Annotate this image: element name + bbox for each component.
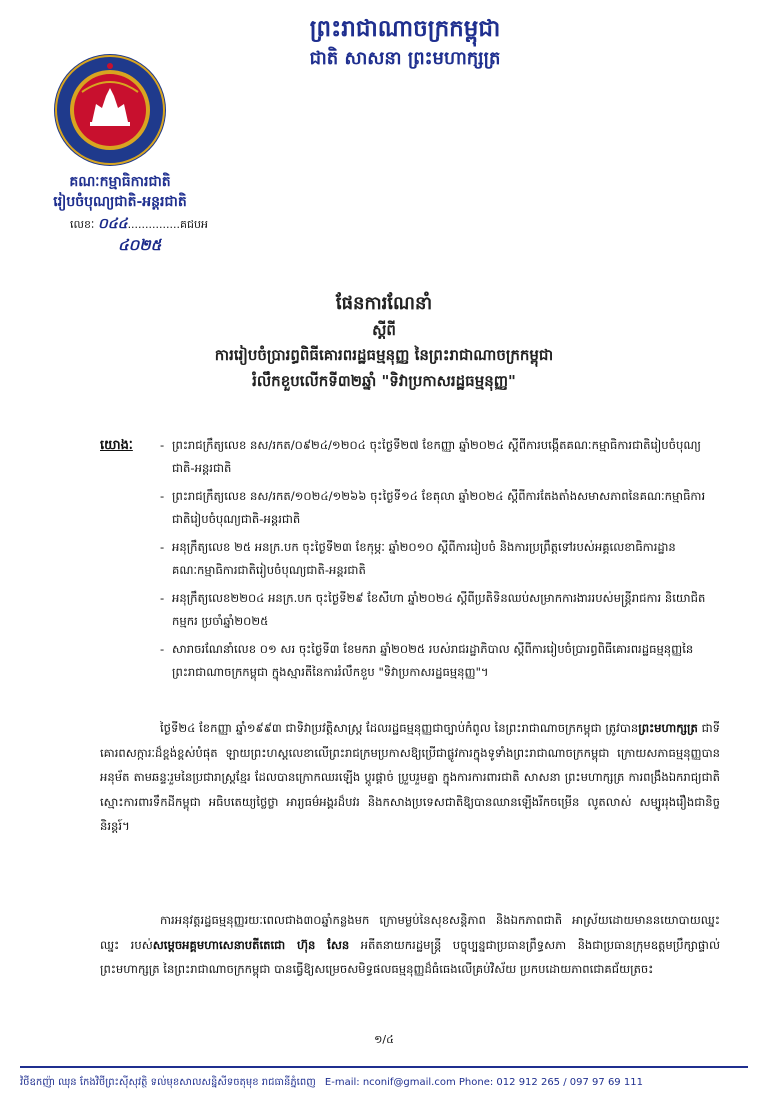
footer — [20, 1075, 748, 1090]
reference-item: - អនុក្រឹត្យលេខ ២៥ អនក្រ.បក ចុះថ្ងៃទី២៣ ខែកុម្ភៈ ឆ្នាំ២០១០ ស្តីពីការរៀបចំ និងការប្រព្រឹត្តទៅរបស់អគ្គលេខាធិការដ្ឋាន គណៈកម្មាធិការជាតិរៀបចំបុណ្យជាតិ-អន្តរជាតិ — [160, 536, 720, 582]
reference-item: - សារាចរណែនាំលេខ ០១ សរ ចុះថ្ងៃទី៣ ខែមករា ឆ្នាំ២០២៥ របស់រាជរដ្ឋាភិបាល ស្តីពីការរៀបចំប្រារព្ធពិធីគោរពរដ្ឋធម្មនុញ្ញនៃព្រះរាជាណាចក្រកម្ពុជា ក្នុងស្មារតីនៃការរំលឹកខួប "ទិវាប្រកាសរដ្ឋធម្មនុញ្ញ"។ — [160, 638, 720, 684]
national-motto: ជាតិ សាសនា ព្រះមហាក្សត្រ — [309, 48, 501, 69]
document-subject-line-2: រំលឹកខួបលើកទី៣២ឆ្នាំ "ទិវាប្រកាសរដ្ឋធម្មនុញ្ញ" — [252, 372, 516, 390]
body-paragraph-2: ការអនុវត្តរដ្ឋធម្មនុញ្ញរយៈពេលជាង៣០ឆ្នាំកន្លងមក ក្រោមម្លប់នៃសុខសន្តិភាព និងឯកភាពជាតិ អាស្រ័យដោយមាននយោបាយឈ្នះ ឈ្នះ របស់សម្តេចអគ្គមហាសេនាបតីតេជោ ហ៊ុន សែន អតីតនាយករដ្ឋមន្ត្រី បច្ចុប្បន្នជាប្រធានព្រឹទ្ធសភា និងជាប្រធានក្រុមឧត្តមប្រឹក្សាផ្ទាល់ព្រះមហាក្សត្រ នៃព្រះរាជាណាចក្រកម្ពុជា បានធ្វើឱ្យសម្រេចសមិទ្ធផលធម្មនុញ្ញដ៏ធំធេងលើគ្រប់វិស័យ ប្រកបដោយភាពជោគជ័យត្រចះ — [100, 913, 720, 976]
document-title-block — [100, 290, 668, 394]
organization-name — [30, 172, 210, 212]
org-line-2: រៀបចំបុណ្យជាតិ-អន្តរជាតិ — [53, 194, 187, 210]
reference-number — [70, 214, 208, 235]
org-line-1: គណៈកម្មាធិការជាតិ — [69, 174, 171, 190]
reference-item: - អនុក្រឹត្យលេខ២២០៤ អនក្រ.បក ចុះថ្ងៃទី២៩ ខែសីហា ឆ្នាំ២០២៤ ស្តីពីប្រតិទិនឈប់សម្រាកការងាររបស់មន្ត្រីរាជការ និយោជិត កម្មករ ប្រចាំឆ្នាំ២០២៥ — [160, 587, 720, 633]
emphasis-king: ព្រះមហាក្សត្រ — [638, 721, 698, 735]
emphasis-senate-president: សម្តេចអគ្គមហាសេនាបតីតេជោ ហ៊ុន សែន — [152, 937, 350, 952]
reference-item: - ព្រះរាជក្រឹត្យលេខ នស/រកត/១០២៤/១២៦៦ ចុះថ្ងៃទី១៤ ខែតុលា ឆ្នាំ២០២៤ ស្តីពីការតែងតាំងសមាសភាពនៃគណៈកម្មាធិការជាតិរៀបចំបុណ្យជាតិ-អន្តរជាតិ — [160, 485, 720, 531]
body-paragraph-1: ថ្ងៃទី២៤ ខែកញ្ញា ឆ្នាំ១៩៩៣ ជាទិវាប្រវត្តិសាស្ត្រ ដែលរដ្ឋធម្មនុញ្ញជាច្បាប់កំពូល នៃព្រះរាជាណាចក្រកម្ពុជា ត្រូវបានព្រះមហាក្សត្រ ជាទីគោរពសក្ការៈដ៏ខ្ពង់ខ្ពស់បំផុត ឡាយព្រះហស្តលេខាលើព្រះរាជក្រមប្រកាសឱ្យប្រើជាផ្លូវការក្នុងទូទាំងព្រះរាជាណាចក្រកម្ពុជា ក្រោយសភាធម្មនុញ្ញបានអនុម័ត តាមឆន្ទៈរួមនៃប្រជារាស្ត្រខ្មែរ ដែលបានក្រោកឈរឡើង ប្តូរផ្តាច់ ប្រួបរួមគ្នា ក្នុងការការពារជាតិ សាសនា ព្រះមហាក្សត្រ ការពង្រឹងឯករាជ្យជាតិ ស្មោះការពារទឹកដីកម្ពុជា អធិបតេយ្យថ្លៃថ្លា អារ្យធម៌អង្គរដ៏បវរ និងកសាងប្រទេសជាតិឱ្យបានឈានឡើងរីកចម្រើន លូតលាស់ សម្បូររុងរឿងជានិច្ចនិរន្តរ៍។ — [100, 721, 720, 833]
reference-prefix: លេខៈ — [70, 218, 95, 231]
footer-contact: E-mail: nconif@gmail.com Phone: 012 912 265 / 097 97 69 111 — [324, 1077, 643, 1088]
references-label: យោង — [100, 438, 133, 453]
kingdom-title: ព្រះរាជាណាចក្រកម្ពុជា — [309, 15, 501, 42]
reference-handwritten-number: ០៤៤ — [97, 216, 128, 232]
reference-suffix: គជបអ — [180, 218, 208, 231]
reference-item: - ព្រះរាជក្រឹត្យលេខ នស/រកត/០៩២៤/១២០៤ ចុះថ្ងៃទី២៧ ខែកញ្ញា ឆ្នាំ២០២៤ ស្តីពីការបង្កើតគណៈកម្មាធិការជាតិរៀបចំបុណ្យជាតិ-អន្តរជាតិ — [160, 434, 720, 480]
national-committee-seal-icon — [52, 52, 168, 168]
document-title: ផែនការណែនាំ — [335, 293, 433, 314]
page-number: ១/៤ — [374, 1033, 394, 1046]
reference-handwritten-date: ៤០២៥ — [118, 236, 162, 254]
document-subject-line-1: ការរៀបចំប្រារព្ធពិធីគោរពរដ្ឋធម្មនុញ្ញ នៃព្រះរាជាណាចក្រកម្ពុជា — [214, 346, 554, 364]
kingdom-header — [240, 14, 570, 72]
footer-address: វិថីឧកញ៉ា ឈុន កែងវិថីព្រះស៊ីសុវត្ថិ ទល់មុខសាលសន្និសីទចតុមុខ រាជធានីភ្នំពេញ — [20, 1077, 316, 1088]
footer-divider — [20, 1066, 748, 1068]
references-list — [100, 434, 720, 684]
document-subject-label: ស្តីពី — [372, 321, 396, 339]
reference-dots: ............... — [127, 218, 181, 231]
references-section — [100, 434, 720, 689]
